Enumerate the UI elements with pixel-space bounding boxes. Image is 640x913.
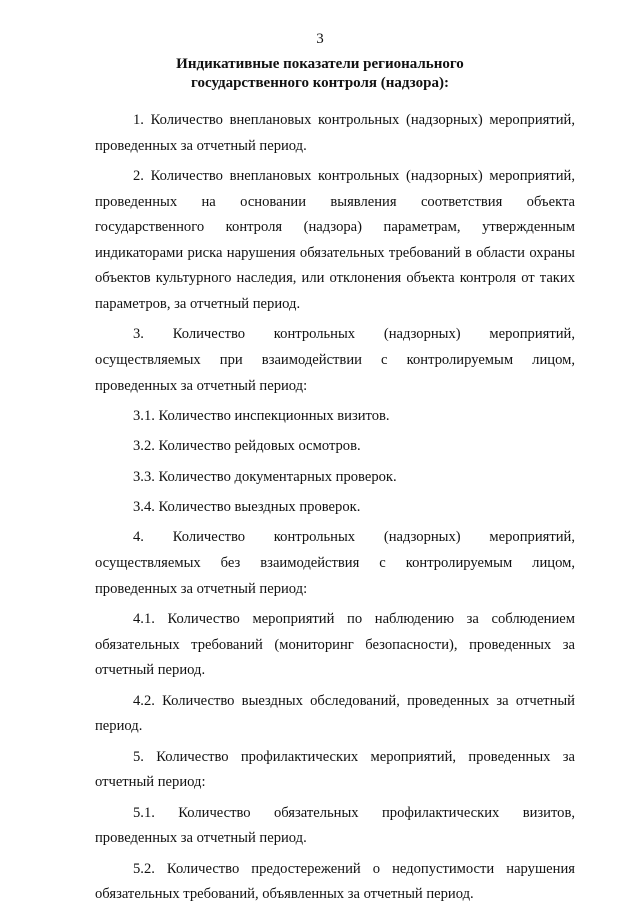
paragraph-4-1: 4.1. Количество мероприятий по наблюдению за соблюдением обязательных требований (мониторинг безопасности), проведенных за отчетный период. (95, 611, 575, 679)
paragraph-4-2: 4.2. Количество выездных обследований, проведенных за отчетный период. (95, 692, 575, 735)
paragraph-3-1: 3.1. Количество инспекционных визитов. (133, 407, 390, 424)
paragraph-2: 2. Количество внеплановых контрольных (надзорных) мероприятий, проведенных на основании выявления соответствия объекта государственного контроля (надзора) параметрам, утвержденным индикаторами риска нарушения обязательных требований в области охраны объектов культурного наследия, или отклонения объекта контроля от таких параметров, за отчетный период. (95, 167, 575, 312)
paragraph-3-4: 3.4. Количество выездных проверок. (133, 499, 361, 516)
paragraph-3: 3. Количество контрольных (надзорных) мероприятий, осуществляемых при взаимодействии с контролируемым лицом, проведенных за отчетный период: (95, 326, 575, 394)
paragraph-5-1: 5.1. Количество обязательных профилактических визитов, проведенных за отчетный период. (95, 804, 575, 847)
page-number: 3 (316, 31, 324, 47)
paragraph-5: 5. Количество профилактических мероприятий, проведенных за отчетный период: (95, 748, 575, 791)
paragraph-1: 1. Количество внеплановых контрольных (надзорных) мероприятий, проведенных за отчетный период. (95, 112, 575, 154)
title-line-2: государственного контроля (надзора): (191, 75, 449, 91)
paragraph-3-3: 3.3. Количество документарных проверок. (133, 468, 397, 485)
document-title (0, 55, 640, 93)
document-body (95, 108, 575, 913)
paragraph-3-2: 3.2. Количество рейдовых осмотров. (133, 438, 361, 455)
paragraph-5-2: 5.2. Количество предостережений о недопустимости нарушения обязательных требований, объявленных за отчетный период. (95, 860, 575, 903)
title-line-1: Индикативные показатели регионального (176, 56, 464, 72)
paragraph-4: 4. Количество контрольных (надзорных) мероприятий, осуществляемых без взаимодействия с контролируемым лицом, проведенных за отчетный период: (95, 529, 575, 597)
